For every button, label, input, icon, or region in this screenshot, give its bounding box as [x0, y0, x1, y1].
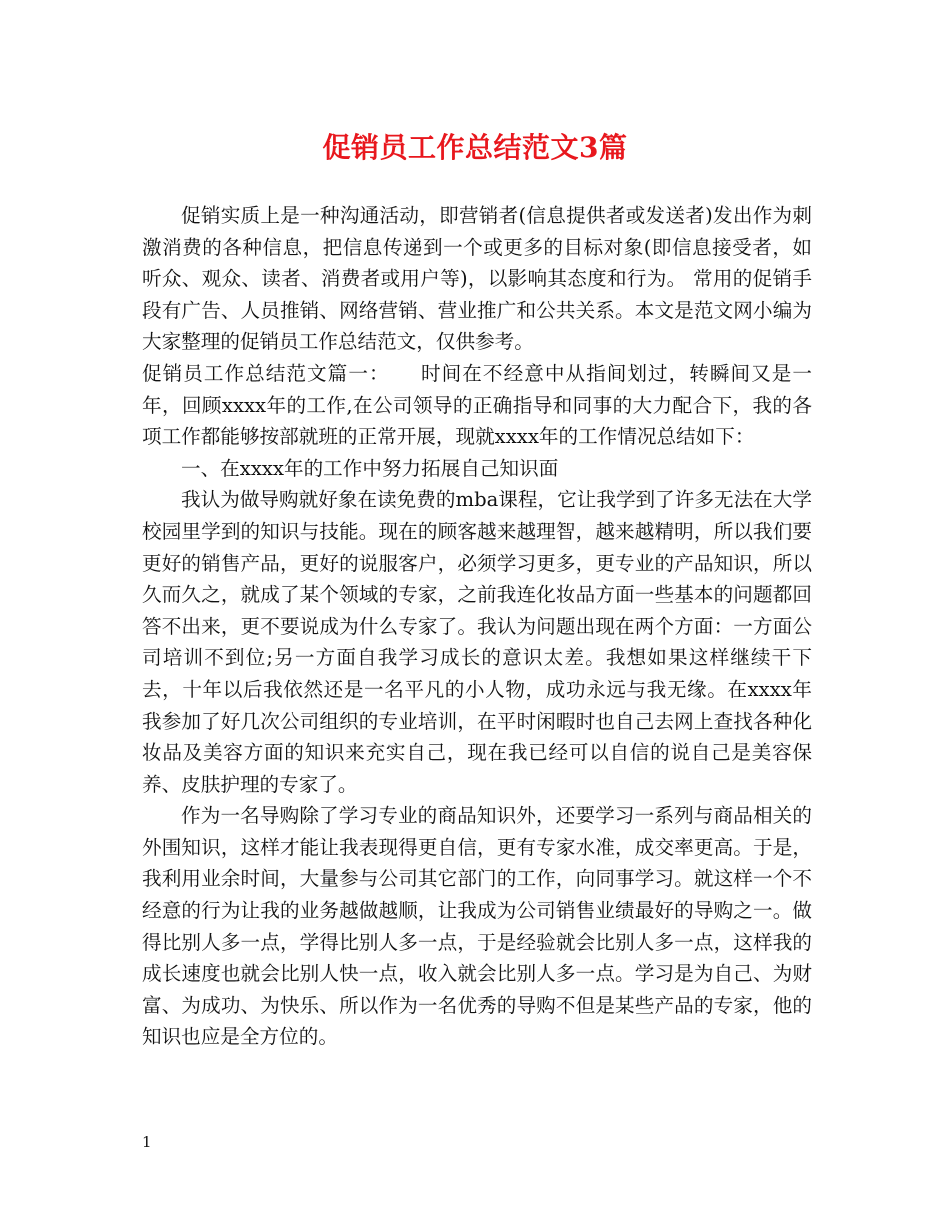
- guide-paragraph: 作为一名导购除了学习专业的商品知识外，还要学习一系列与商品相关的外围知识，这样才能让我表现得更自信，更有专家水准，成交率更高。于是，我利用业余时间，大量参与公司其它部门的工作，向同事学习。就这样一个不经意的行为让我的业务越做越顺，让我成为公司销售业绩最好的导购之一。做得比别人多一点，学得比别人多一点，于是经验就会比别人多一点，这样我的成长速度也就会比别人快一点，收入就会比别人多一点。学习是为自己、为财富、为成功、为快乐、所以作为一名优秀的导购不但是某些产品的专家，他的知识也应是全方位的。: [142, 804, 812, 1049]
- intro-paragraph: 促销实质上是一种沟通活动，即营销者(信息提供者或发送者)发出作为刺激消费的各种信息，把信息传递到一个或更多的目标对象(即信息接受者，如听众、观众、读者、消费者或用户等)，以影响其态度和行为。 常用的促销手段有广告、人员推销、网络营销、营业推广和公共关系。本文是范文网小编为大家整理的促销员工作总结范文，仅供参考。: [142, 204, 812, 354]
- study-paragraph: 我认为做导购就好象在读免费的mba课程，它让我学到了许多无法在大学校园里学到的知识与技能。现在的顾客越来越理智，越来越精明，所以我们要更好的销售产品，更好的说服客户，必须学习更多，更专业的产品知识，所以久而久之，就成了某个领域的专家，之前我连化妆品方面一些基本的问题都回答不出来，更不要说成为什么专家了。我认为问题出现在两个方面：一方面公司培训不到位;另一方面自我学习成长的意识太差。我想如果这样继续干下去，十年以后我依然还是一名平凡的小人物，成功永远与我无缘。在xxxx年我参加了好几次公司组织的专业培训，在平时闲暇时也自己去网上查找各种化妆品及美容方面的知识来充实自己，现在我已经可以自信的说自己是美容保养、皮肤护理的专家了。: [142, 488, 812, 796]
- section-heading: 一、在xxxx年的工作中努力拓展自己知识面: [181, 456, 559, 480]
- document-body: [142, 200, 812, 1053]
- part-one-paragraph: 促销员工作总结范文篇一： 时间在不经意中从指间划过，转瞬间又是一年，回顾xxxx年的工作,在公司领导的正确指导和同事的大力配合下，我的各项工作都能够按部就班的正常开展，现就xxxx年的工作情况总结如下：: [142, 361, 812, 449]
- document-title: 促销员工作总结范文3篇: [322, 131, 628, 164]
- page-number: 1: [142, 1133, 152, 1151]
